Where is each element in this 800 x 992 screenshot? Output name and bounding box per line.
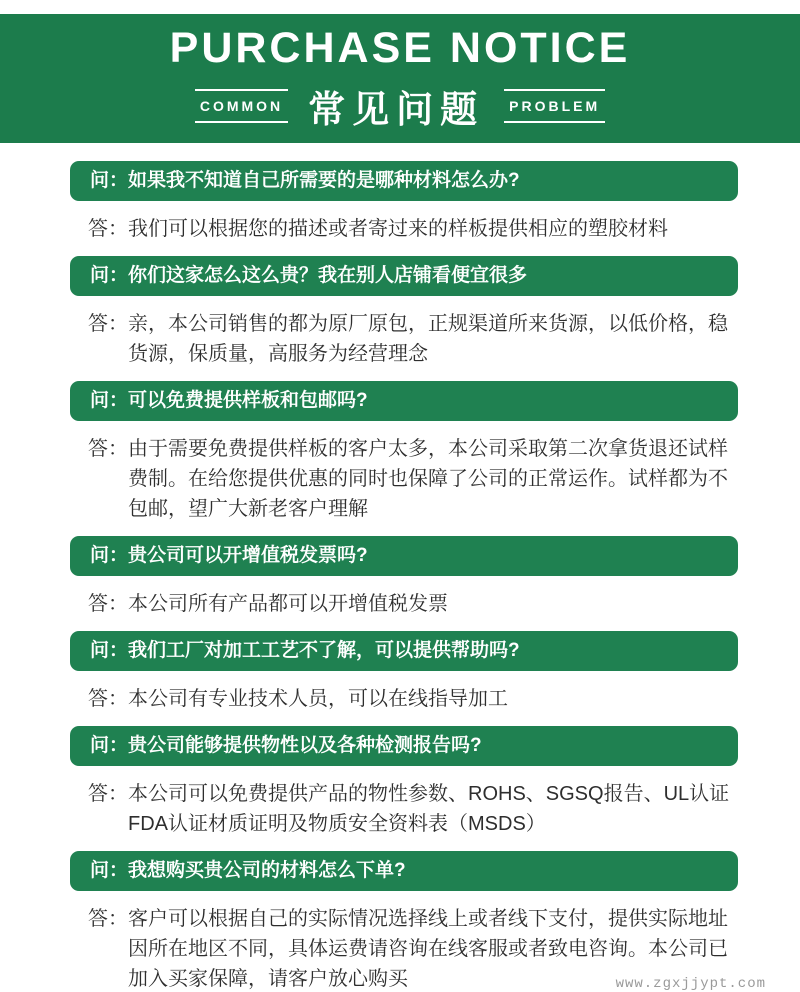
qa-item: [70, 631, 738, 714]
qa-item: [70, 256, 738, 369]
question-bar: [70, 381, 738, 421]
question-bar: [70, 161, 738, 201]
site-watermark: www.zgxjjypt.com: [615, 976, 766, 992]
question-text: 我想购买贵公司的材料怎么下单?: [128, 860, 406, 881]
qa-item: [70, 536, 738, 619]
answer-text: 本公司有专业技术人员，可以在线指导加工: [128, 688, 508, 710]
qa-item: [70, 851, 738, 992]
answer-text: 客户可以根据自己的实际情况选择线上或者线下支付，提供实际地址因所在地区不同，具体运费请咨询在线客服或者致电咨询。本公司已加入买家保障，请客户放心购买: [128, 908, 728, 990]
answer-text: 本公司可以免费提供产品的物性参数、ROHS、SGSQ报告、UL认证 FDA认证材质证明及物质安全资料表（MSDS）: [128, 783, 730, 835]
answer-row: [88, 684, 736, 714]
question-text: 如果我不知道自己所需要的是哪种材料怎么办?: [128, 170, 520, 191]
answer-prefix: 答：: [88, 593, 128, 615]
question-prefix: 问：: [90, 640, 129, 661]
question-text: 你们这家怎么这么贵？我在别人店铺看便宜很多: [128, 265, 528, 286]
question-bar: [70, 726, 738, 766]
question-text: 贵公司能够提供物性以及各种检测报告吗?: [128, 735, 482, 756]
question-text: 贵公司可以开增值税发票吗?: [128, 545, 368, 566]
question-prefix: 问：: [90, 170, 129, 191]
question-prefix: 问：: [90, 860, 129, 881]
answer-prefix: 答：: [88, 218, 128, 240]
question-prefix: 问：: [90, 735, 129, 756]
question-prefix: 问：: [90, 265, 129, 286]
question-bar: [70, 256, 738, 296]
qa-item: [70, 161, 738, 244]
answer-text: 亲，本公司销售的都为原厂原包，正规渠道所来货源，以低价格，稳货源，保质量，高服务为经营理念: [128, 313, 728, 365]
question-bar: [70, 631, 738, 671]
answer-prefix: 答：: [88, 783, 128, 805]
answer-row: [88, 434, 736, 524]
question-text: 可以免费提供样板和包邮吗?: [128, 390, 368, 411]
question-bar: [70, 536, 738, 576]
question-bar: [70, 851, 738, 891]
answer-prefix: 答：: [88, 688, 128, 710]
subtitle-problem-label: PROBLEM: [504, 89, 605, 123]
question-prefix: 问：: [90, 390, 129, 411]
answer-text: 我们可以根据您的描述或者寄过来的样板提供相应的塑胶材料: [128, 218, 668, 240]
answer-row: [88, 214, 736, 244]
subtitle-common-label: COMMON: [195, 89, 288, 123]
answer-row: [88, 589, 736, 619]
qa-item: [70, 381, 738, 524]
answer-prefix: 答：: [88, 438, 128, 460]
faq-list: [0, 143, 800, 992]
answer-prefix: 答：: [88, 908, 128, 930]
answer-text: 本公司所有产品都可以开增值税发票: [128, 593, 448, 615]
page-title: PURCHASE NOTICE: [169, 24, 631, 72]
subtitle-main-label: 常见问题: [308, 89, 485, 131]
answer-prefix: 答：: [88, 313, 128, 335]
header-subtitle: [0, 79, 800, 133]
qa-item: [70, 726, 738, 839]
question-prefix: 问：: [90, 545, 129, 566]
answer-row: [88, 779, 736, 839]
header-banner: [0, 14, 800, 143]
question-text: 我们工厂对加工工艺不了解，可以提供帮助吗?: [128, 640, 520, 661]
answer-text: 由于需要免费提供样板的客户太多，本公司采取第二次拿货退还试样费制。在给您提供优惠的同时也保障了公司的正常运作。试样都为不包邮，望广大新老客户理解: [128, 438, 728, 520]
answer-row: [88, 309, 736, 369]
